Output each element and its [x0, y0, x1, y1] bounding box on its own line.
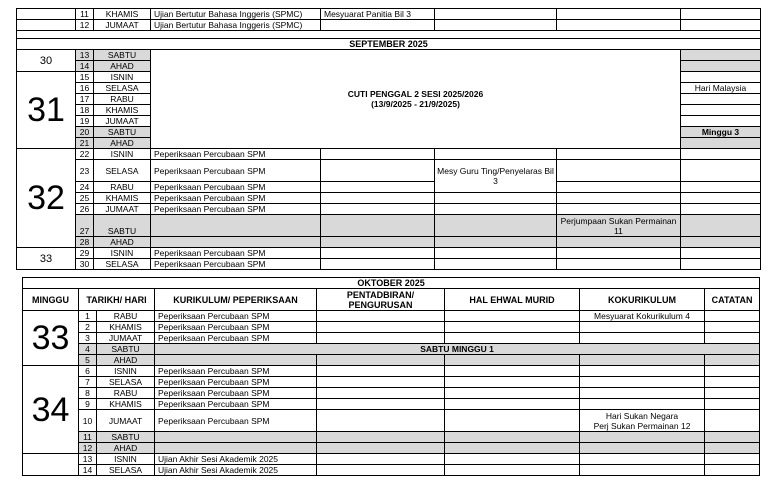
header-kurikulum: KURIKULUM/ PEPERIKSAAN	[155, 289, 317, 311]
pentadbiran-cell	[317, 388, 445, 399]
hem-cell	[435, 259, 557, 270]
hem-cell	[445, 410, 580, 432]
header-kokurikulum: KOKURIKULUM	[580, 289, 705, 311]
week-number: 33	[17, 248, 76, 270]
week-number: 33	[23, 311, 79, 366]
day-name: ISNIN	[94, 248, 151, 259]
catatan-cell	[681, 94, 761, 105]
day-name: ISNIN	[97, 366, 155, 377]
kokurikulum-cell	[557, 149, 681, 160]
kurikulum-cell: Peperiksaan Percubaan SPM	[155, 388, 317, 399]
kurikulum-cell: Peperiksaan Percubaan SPM	[151, 204, 321, 215]
catatan-cell	[705, 322, 760, 333]
kurikulum-cell: Ujian Bertutur Bahasa Inggeris (SPMC)	[151, 9, 321, 20]
month-title: SEPTEMBER 2025	[17, 39, 761, 50]
hem-cell	[445, 388, 580, 399]
cuti-dates: (13/9/2025 - 21/9/2025)	[371, 99, 460, 109]
date-no: 1	[79, 311, 97, 322]
header-hem: HAL EHWAL MURID	[445, 289, 580, 311]
hem-cell	[435, 9, 557, 20]
catatan-cell	[705, 465, 760, 476]
kokurikulum-cell	[580, 399, 705, 410]
kokurikulum-line: Perj Sukan Permainan 12	[593, 420, 691, 431]
catatan-cell	[681, 105, 761, 116]
pentadbiran-cell	[321, 259, 435, 270]
day-name: AHAD	[94, 61, 151, 72]
kurikulum-cell: Peperiksaan Percubaan SPM	[155, 333, 317, 344]
catatan-cell	[681, 20, 761, 31]
kokurikulum-cell	[580, 388, 705, 399]
kurikulum-cell	[155, 432, 317, 443]
pentadbiran-cell	[317, 410, 445, 432]
day-name: ISNIN	[94, 72, 151, 83]
header-minggu: MINGGU	[23, 289, 79, 311]
kokurikulum-cell	[580, 377, 705, 388]
pentadbiran-cell	[317, 355, 445, 366]
day-name: JUMAAT	[97, 333, 155, 344]
date-no: 6	[79, 366, 97, 377]
kurikulum-cell	[155, 355, 317, 366]
week-cell	[17, 9, 76, 20]
pentadbiran-cell	[317, 454, 445, 465]
header-tarikh: TARIKH/ HARI	[79, 289, 155, 311]
date-no: 2	[79, 322, 97, 333]
week-number: 32	[17, 149, 76, 248]
day-name: AHAD	[94, 237, 151, 248]
hem-cell	[435, 204, 557, 215]
kurikulum-cell: Peperiksaan Percubaan SPM	[155, 322, 317, 333]
date-no: 12	[76, 20, 94, 31]
pentadbiran-cell	[321, 193, 435, 204]
kurikulum-cell: Peperiksaan Percubaan SPM	[155, 311, 317, 322]
kurikulum-cell: Peperiksaan Percubaan SPM	[151, 248, 321, 259]
day-name: RABU	[97, 388, 155, 399]
kokurikulum-cell	[580, 454, 705, 465]
pentadbiran-cell	[317, 443, 445, 454]
catatan-cell	[705, 366, 760, 377]
day-name: AHAD	[94, 138, 151, 149]
date-no: 13	[79, 454, 97, 465]
date-no: 3	[79, 333, 97, 344]
oktober-calendar-table	[22, 277, 760, 476]
date-no: 7	[79, 377, 97, 388]
catatan-cell	[705, 377, 760, 388]
pentadbiran-cell	[321, 149, 435, 160]
kokurikulum-cell	[580, 322, 705, 333]
date-no: 28	[76, 237, 94, 248]
kurikulum-cell: Peperiksaan Percubaan SPM	[155, 366, 317, 377]
kokurikulum-cell: Mesyuarat Kokurikulum 4	[580, 311, 705, 322]
date-no: 27	[76, 215, 94, 237]
kokurikulum-cell: Perjumpaan Sukan Permainan 11	[557, 215, 681, 237]
kurikulum-cell: Peperiksaan Percubaan SPM	[151, 149, 321, 160]
catatan-cell	[681, 9, 761, 20]
kokurikulum-cell	[580, 410, 705, 432]
hem-cell	[445, 366, 580, 377]
pentadbiran-cell	[321, 20, 435, 31]
kokurikulum-cell	[580, 443, 705, 454]
date-no: 19	[76, 116, 94, 127]
catatan-cell	[681, 259, 761, 270]
day-name: SELASA	[94, 83, 151, 94]
hem-cell	[445, 355, 580, 366]
date-no: 15	[76, 72, 94, 83]
pentadbiran-cell	[321, 215, 435, 237]
kurikulum-cell: Peperiksaan Percubaan SPM	[155, 410, 317, 432]
kokurikulum-cell	[557, 9, 681, 20]
catatan-cell	[705, 410, 760, 432]
kurikulum-cell	[155, 443, 317, 454]
kurikulum-cell: Ujian Akhir Sesi Akademik 2025	[155, 454, 317, 465]
date-no: 20	[76, 127, 94, 138]
catatan-cell	[705, 311, 760, 322]
pentadbiran-cell	[317, 377, 445, 388]
catatan-cell	[681, 138, 761, 149]
kurikulum-cell: Peperiksaan Percubaan SPM	[151, 259, 321, 270]
cuti-title: CUTI PENGGAL 2 SESI 2025/2026	[347, 89, 484, 99]
catatan-cell	[681, 72, 761, 83]
kokurikulum-cell	[580, 432, 705, 443]
kurikulum-cell: Peperiksaan Percubaan SPM	[151, 160, 321, 182]
catatan-cell	[705, 443, 760, 454]
catatan-hari-malaysia: Hari Malaysia	[681, 83, 761, 94]
date-no: 4	[79, 344, 97, 355]
catatan-minggu: Minggu 3	[681, 127, 761, 138]
pentadbiran-cell	[321, 237, 435, 248]
day-name: SELASA	[97, 465, 155, 476]
date-no: 11	[79, 432, 97, 443]
pentadbiran-cell: Mesyuarat Panitia Bil 3	[321, 9, 435, 20]
kokurikulum-cell	[557, 193, 681, 204]
hem-cell	[435, 248, 557, 259]
catatan-cell	[705, 355, 760, 366]
kokurikulum-cell	[557, 204, 681, 215]
day-name: KHAMIS	[97, 399, 155, 410]
sabtu-minggu-banner: SABTU MINGGU 1	[155, 344, 760, 355]
day-name: SABTU	[97, 432, 155, 443]
day-name: SABTU	[94, 215, 151, 237]
catatan-cell	[681, 116, 761, 127]
kokurikulum-cell	[557, 237, 681, 248]
date-no: 16	[76, 83, 94, 94]
spacer-row	[17, 31, 761, 39]
kurikulum-cell: Peperiksaan Percubaan SPM	[155, 399, 317, 410]
date-no: 8	[79, 388, 97, 399]
catatan-cell	[705, 432, 760, 443]
day-name: SELASA	[94, 259, 151, 270]
date-no: 23	[76, 160, 94, 182]
catatan-cell	[681, 61, 761, 72]
catatan-cell	[681, 182, 761, 193]
kokurikulum-line: Hari Sukan Negara	[605, 410, 679, 421]
kokurikulum-cell	[580, 366, 705, 377]
day-name: ISNIN	[94, 149, 151, 160]
date-no: 25	[76, 193, 94, 204]
date-no: 24	[76, 182, 94, 193]
day-name: KHAMIS	[94, 105, 151, 116]
hem-cell	[445, 377, 580, 388]
date-no: 9	[79, 399, 97, 410]
day-name: SELASA	[97, 377, 155, 388]
kurikulum-cell	[151, 237, 321, 248]
date-no: 5	[79, 355, 97, 366]
day-name: KHAMIS	[97, 322, 155, 333]
hem-cell	[445, 443, 580, 454]
catatan-cell	[681, 160, 761, 182]
hem-cell	[435, 20, 557, 31]
week-number: 34	[23, 366, 79, 454]
day-name: JUMAAT	[94, 204, 151, 215]
day-name: JUMAAT	[94, 116, 151, 127]
catatan-cell	[705, 333, 760, 344]
pentadbiran-cell	[321, 160, 435, 182]
hem-cell	[445, 322, 580, 333]
date-no: 29	[76, 248, 94, 259]
pentadbiran-cell	[317, 311, 445, 322]
hem-cell	[445, 465, 580, 476]
hem-cell	[445, 454, 580, 465]
week-number: 30	[17, 50, 76, 72]
kokurikulum-cell	[557, 160, 681, 182]
date-no: 26	[76, 204, 94, 215]
day-name: JUMAAT	[97, 410, 155, 432]
pentadbiran-cell	[317, 399, 445, 410]
day-name: SELASA	[94, 160, 151, 182]
header-pentadbiran: PENTADBIRAN/ PENGURUSAN	[317, 289, 445, 311]
hem-cell	[445, 311, 580, 322]
catatan-cell	[681, 50, 761, 61]
day-name: AHAD	[97, 443, 155, 454]
week-cell	[23, 454, 79, 476]
kokurikulum-cell	[557, 20, 681, 31]
day-name: RABU	[94, 94, 151, 105]
kurikulum-cell	[151, 215, 321, 237]
day-name: JUMAAT	[94, 20, 151, 31]
hem-cell	[445, 399, 580, 410]
day-name: AHAD	[97, 355, 155, 366]
date-no: 17	[76, 94, 94, 105]
date-no: 21	[76, 138, 94, 149]
catatan-cell	[681, 204, 761, 215]
day-name: KHAMIS	[94, 193, 151, 204]
header-catatan: CATATAN	[705, 289, 760, 311]
kokurikulum-cell	[557, 182, 681, 193]
day-name: SABTU	[94, 127, 151, 138]
pentadbiran-cell	[317, 465, 445, 476]
date-no: 18	[76, 105, 94, 116]
date-no: 11	[76, 9, 94, 20]
kurikulum-cell: Peperiksaan Percubaan SPM	[151, 182, 321, 193]
kurikulum-cell: Ujian Akhir Sesi Akademik 2025	[155, 465, 317, 476]
pentadbiran-cell	[317, 322, 445, 333]
catatan-cell	[681, 215, 761, 237]
date-no: 12	[79, 443, 97, 454]
hem-cell: Mesy Guru Ting/Penyelaras Bil 3	[435, 160, 557, 193]
cuti-penggal-block	[151, 50, 681, 149]
date-no: 14	[76, 61, 94, 72]
catatan-cell	[681, 193, 761, 204]
date-no: 10	[79, 410, 97, 432]
kokurikulum-cell	[580, 355, 705, 366]
hem-cell	[435, 237, 557, 248]
hem-cell	[435, 193, 557, 204]
pentadbiran-cell	[321, 204, 435, 215]
date-no: 13	[76, 50, 94, 61]
catatan-cell	[705, 388, 760, 399]
month-title: OKTOBER 2025	[23, 278, 760, 289]
hem-cell	[445, 333, 580, 344]
pentadbiran-cell	[317, 333, 445, 344]
september-calendar-table	[16, 8, 761, 270]
kurikulum-cell: Peperiksaan Percubaan SPM	[151, 193, 321, 204]
day-name: RABU	[94, 182, 151, 193]
week-number: 31	[17, 72, 76, 149]
catatan-cell	[705, 454, 760, 465]
day-name: SABTU	[97, 344, 155, 355]
week-cell	[17, 20, 76, 31]
kurikulum-cell: Peperiksaan Percubaan SPM	[155, 377, 317, 388]
kokurikulum-cell	[580, 333, 705, 344]
kurikulum-cell: Ujian Bertutur Bahasa Inggeris (SPMC)	[151, 20, 321, 31]
kokurikulum-cell	[580, 465, 705, 476]
catatan-cell	[681, 248, 761, 259]
day-name: SABTU	[94, 50, 151, 61]
pentadbiran-cell	[317, 366, 445, 377]
pentadbiran-cell	[321, 248, 435, 259]
catatan-cell	[681, 237, 761, 248]
hem-cell	[435, 149, 557, 160]
pentadbiran-cell	[321, 182, 435, 193]
date-no: 22	[76, 149, 94, 160]
pentadbiran-cell	[317, 432, 445, 443]
catatan-cell	[705, 399, 760, 410]
hem-cell	[445, 432, 580, 443]
day-name: RABU	[97, 311, 155, 322]
day-name: KHAMIS	[94, 9, 151, 20]
kokurikulum-cell	[557, 248, 681, 259]
day-name: ISNIN	[97, 454, 155, 465]
kokurikulum-cell	[557, 259, 681, 270]
catatan-cell	[681, 149, 761, 160]
hem-cell	[435, 215, 557, 237]
date-no: 14	[79, 465, 97, 476]
date-no: 30	[76, 259, 94, 270]
